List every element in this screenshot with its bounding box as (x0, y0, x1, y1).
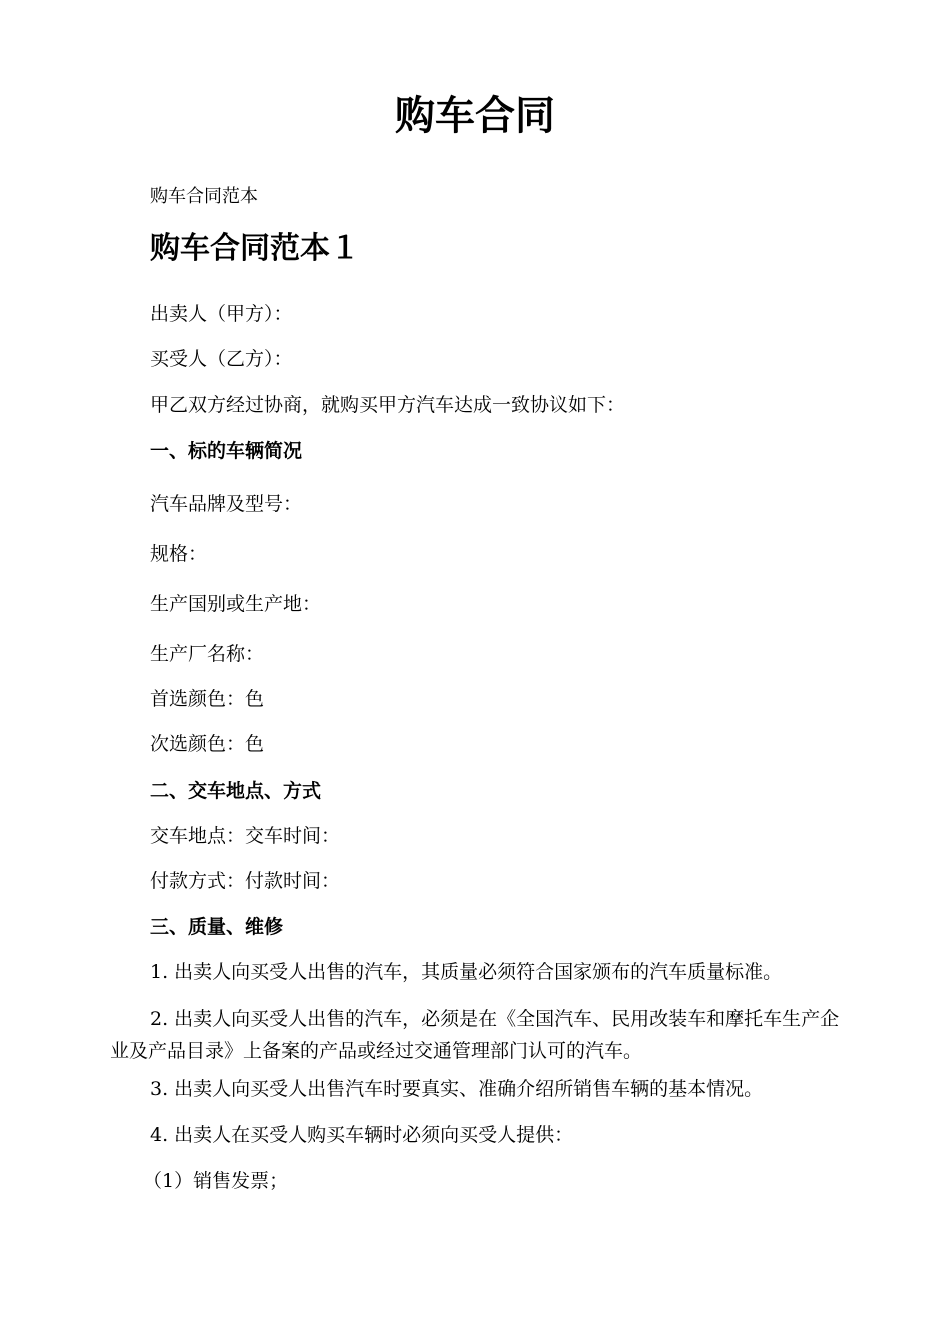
buyer-line: 买受人（乙方）： (150, 348, 293, 370)
document-title: 购车合同 (395, 93, 555, 139)
color2-line: 次选颜色：色 (150, 733, 265, 755)
clause-4: 4. 出卖人在买受人购买车辆时必须向买受人提供： (150, 1124, 574, 1146)
clause-4-sub-1: （1）销售发票； (143, 1170, 289, 1192)
document-subtitle: 购车合同范本 (150, 186, 258, 207)
spec-line: 规格： (150, 543, 208, 565)
clause-3: 3. 出卖人向买受人出售汽车时要真实、准确介绍所销售车辆的基本情况。 (150, 1078, 764, 1100)
section-2-title: 二、交车地点、方式 (150, 780, 322, 802)
brand-line: 汽车品牌及型号： (150, 493, 303, 515)
maker-line: 生产厂名称： (150, 643, 265, 665)
origin-line: 生产国别或生产地： (150, 593, 322, 615)
delivery-line: 交车地点：交车时间： (150, 825, 341, 847)
payment-line: 付款方式：付款时间： (150, 870, 341, 892)
seller-line: 出卖人（甲方）： (150, 303, 293, 325)
intro-line: 甲乙双方经过协商，就购买甲方汽车达成一致协议如下： (150, 394, 626, 416)
clause-1: 1. 出卖人向买受人出售的汽车，其质量必须符合国家颁布的汽车质量标准。 (150, 961, 783, 983)
clause-2: 2. 出卖人向买受人出售的汽车，必须是在《全国汽车、民用改装车和摩托车生产企业及产品目录》上备案的产品或经过交通管理部门认可的汽车。 (110, 1008, 840, 1062)
section-3-title: 三、质量、维修 (150, 916, 284, 938)
color1-line: 首选颜色：色 (150, 688, 265, 710)
contract-heading: 购车合同范本１ (150, 231, 360, 266)
section-1-title: 一、标的车辆简况 (150, 440, 303, 462)
